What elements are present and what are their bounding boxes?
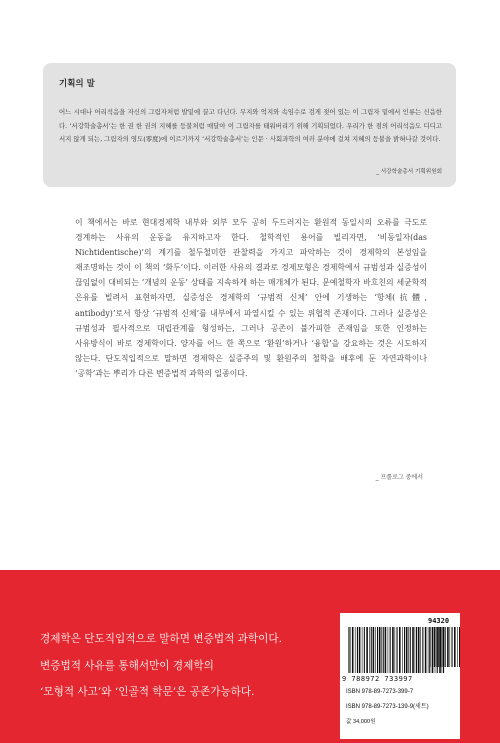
barcode-bar <box>373 627 375 673</box>
barcode-bar <box>445 627 446 667</box>
barcode-bar <box>447 627 449 667</box>
excerpt-source: _ 프롤로그 중에서 <box>375 474 423 481</box>
barcode-bar <box>430 627 431 667</box>
barcode-bar <box>434 627 436 667</box>
barcode-bar <box>440 627 442 667</box>
barcode-bar <box>452 627 453 667</box>
planning-note-body: 어느 시대나 어리석음을 자신의 그림자처럼 발밑에 끌고 다닌다. 무지와 억지와 속임수로 검게 젖어 있는 이 그림자 밑에서 인류는 신음한다. ‘서강학술총서’는 한 권 한 권의 지혜를 등불처럼 매달아 이 그림자를 태워버리기 위해 기획되었다. 우리가 한 점의 어리석음도 디디고 서지 않게 되는, 그림자의 영도(零度)에 이르기까지 ‘서강학술총서’는 인문 · 사회과학의 여러 분야에 걸쳐 지혜의 등불을 밝혀나갈 것이다. <box>59 108 442 144</box>
barcode-block <box>340 613 460 739</box>
barcode-bar <box>443 627 444 667</box>
barcode-bar <box>362 627 363 673</box>
tagline-line-1: 경제학은 단도직입적으로 말하면 변증법적 과학이다. <box>40 633 282 645</box>
barcode-bar <box>352 627 354 673</box>
barcode-bar <box>395 627 396 673</box>
barcode-bar <box>399 627 401 673</box>
barcode-digits: 9 788972 733997 <box>342 675 413 683</box>
barcode-bar <box>436 627 437 667</box>
barcode-bar <box>459 627 460 667</box>
barcode-bar <box>420 627 421 673</box>
barcode-bar <box>385 627 387 673</box>
barcode-bar <box>454 627 456 667</box>
barcode-bar <box>388 627 389 673</box>
barcode-bar <box>392 627 394 673</box>
barcode-bar <box>408 627 409 673</box>
tagline-line-3: ‘모형적 사고’와 ‘인골적 학문’은 공존가능하다. <box>40 686 255 698</box>
barcode-bar <box>379 627 381 673</box>
barcode-bar <box>404 627 405 673</box>
barcode-bar <box>438 627 439 667</box>
barcode-bar <box>355 627 356 673</box>
barcode-bar <box>359 627 361 673</box>
barcode-bar <box>422 627 423 673</box>
barcode-bar <box>371 627 372 673</box>
barcode-bar <box>377 627 378 673</box>
barcode-bar <box>349 627 350 673</box>
barcode-add-on-number: 94320 <box>428 617 450 625</box>
barcode-bar <box>418 627 420 673</box>
tagline <box>40 626 282 706</box>
prologue-excerpt: 이 책에서는 바로 현대경제학 내부와 외부 모두 공히 두드러지는 환원적 동일시의 오류를 극도로 경계하는 사유의 운동을 유지하고자 한다. 철학적인 용어를 빌리자면, ‘비동일자(das Nichtidentische)’의 계기를 철두철미한 관찰력을 가지고 파악하는 것이 경제학의 본성임을 재조명하는 것이 이 책의 ‘화두’이다. 이러한 사유의 결과로 경제모형은 경제학에서 규범성과 실증성이 끊임없이 대비되는 ‘개념의 운동’ 상태를 지속하게 하는 매개체가 된다. 문예철학자 바흐친의 세균학적 은유를 빌려서 표현하자면, 실증성은 경제학의 ‘규범적 신체’ 안에 기생하는 ‘항체(抗體, antibody)’로서 항상 ‘규범적 신체’를 내부에서 파열시킬 수 있는 위협적 존재이다. 그러나 실증성은 규범성과 필사적으로 대립관계를 형성하는, 그러나 공존이 불가피한 존재임을 또한 인정하는 사유방식이 바로 경제학이다. 양자를 어느 한 쪽으로 ‘환원’하거나 ‘융합’을 강요하는 것은 시도하지 않는다. 단도직입적으로 말하면 경제학은 실증주의 및 환원주의 철학을 배후에 둔 자연과학이나 ‘공학’과는 뿌리가 다른 변증법적 과학의 일종이다. <box>75 218 427 378</box>
barcode-bar <box>390 627 391 673</box>
barcode-bar <box>397 627 398 673</box>
barcode-bar <box>369 627 370 673</box>
barcode-bar <box>410 627 411 673</box>
barcode-bar <box>442 627 443 673</box>
barcode-bar <box>366 627 368 673</box>
isbn-set: ISBN 978-89-7273-139-9(세트) <box>346 704 429 710</box>
barcode-bar <box>416 627 417 673</box>
barcode-bar <box>415 627 416 673</box>
barcode-bar <box>428 627 429 673</box>
barcode-bar <box>432 627 433 667</box>
barcode-bar <box>457 627 458 667</box>
price-label: 값 34,000원 <box>346 719 376 725</box>
barcode-bar <box>402 627 403 673</box>
barcode-bar <box>375 627 376 673</box>
isbn-primary: ISBN 978-89-7273-399-7 <box>346 689 414 695</box>
planning-note-box <box>43 63 456 187</box>
barcode-bar <box>383 627 384 673</box>
barcode-bar <box>412 627 414 673</box>
planning-note-signature: _ 서강학술총서 기획위원회 <box>376 169 442 175</box>
tagline-line-2: 변증법적 사유를 통해서만이 경제학의 <box>40 659 214 672</box>
planning-note-title: 기획의 말 <box>59 79 95 89</box>
barcode-bar <box>348 627 349 673</box>
barcode-bar <box>425 627 427 673</box>
barcode-bar <box>364 627 365 673</box>
barcode-bar <box>357 627 358 673</box>
barcode-bar <box>450 627 451 667</box>
barcode-bar <box>381 627 382 673</box>
barcode-bar <box>406 627 408 673</box>
